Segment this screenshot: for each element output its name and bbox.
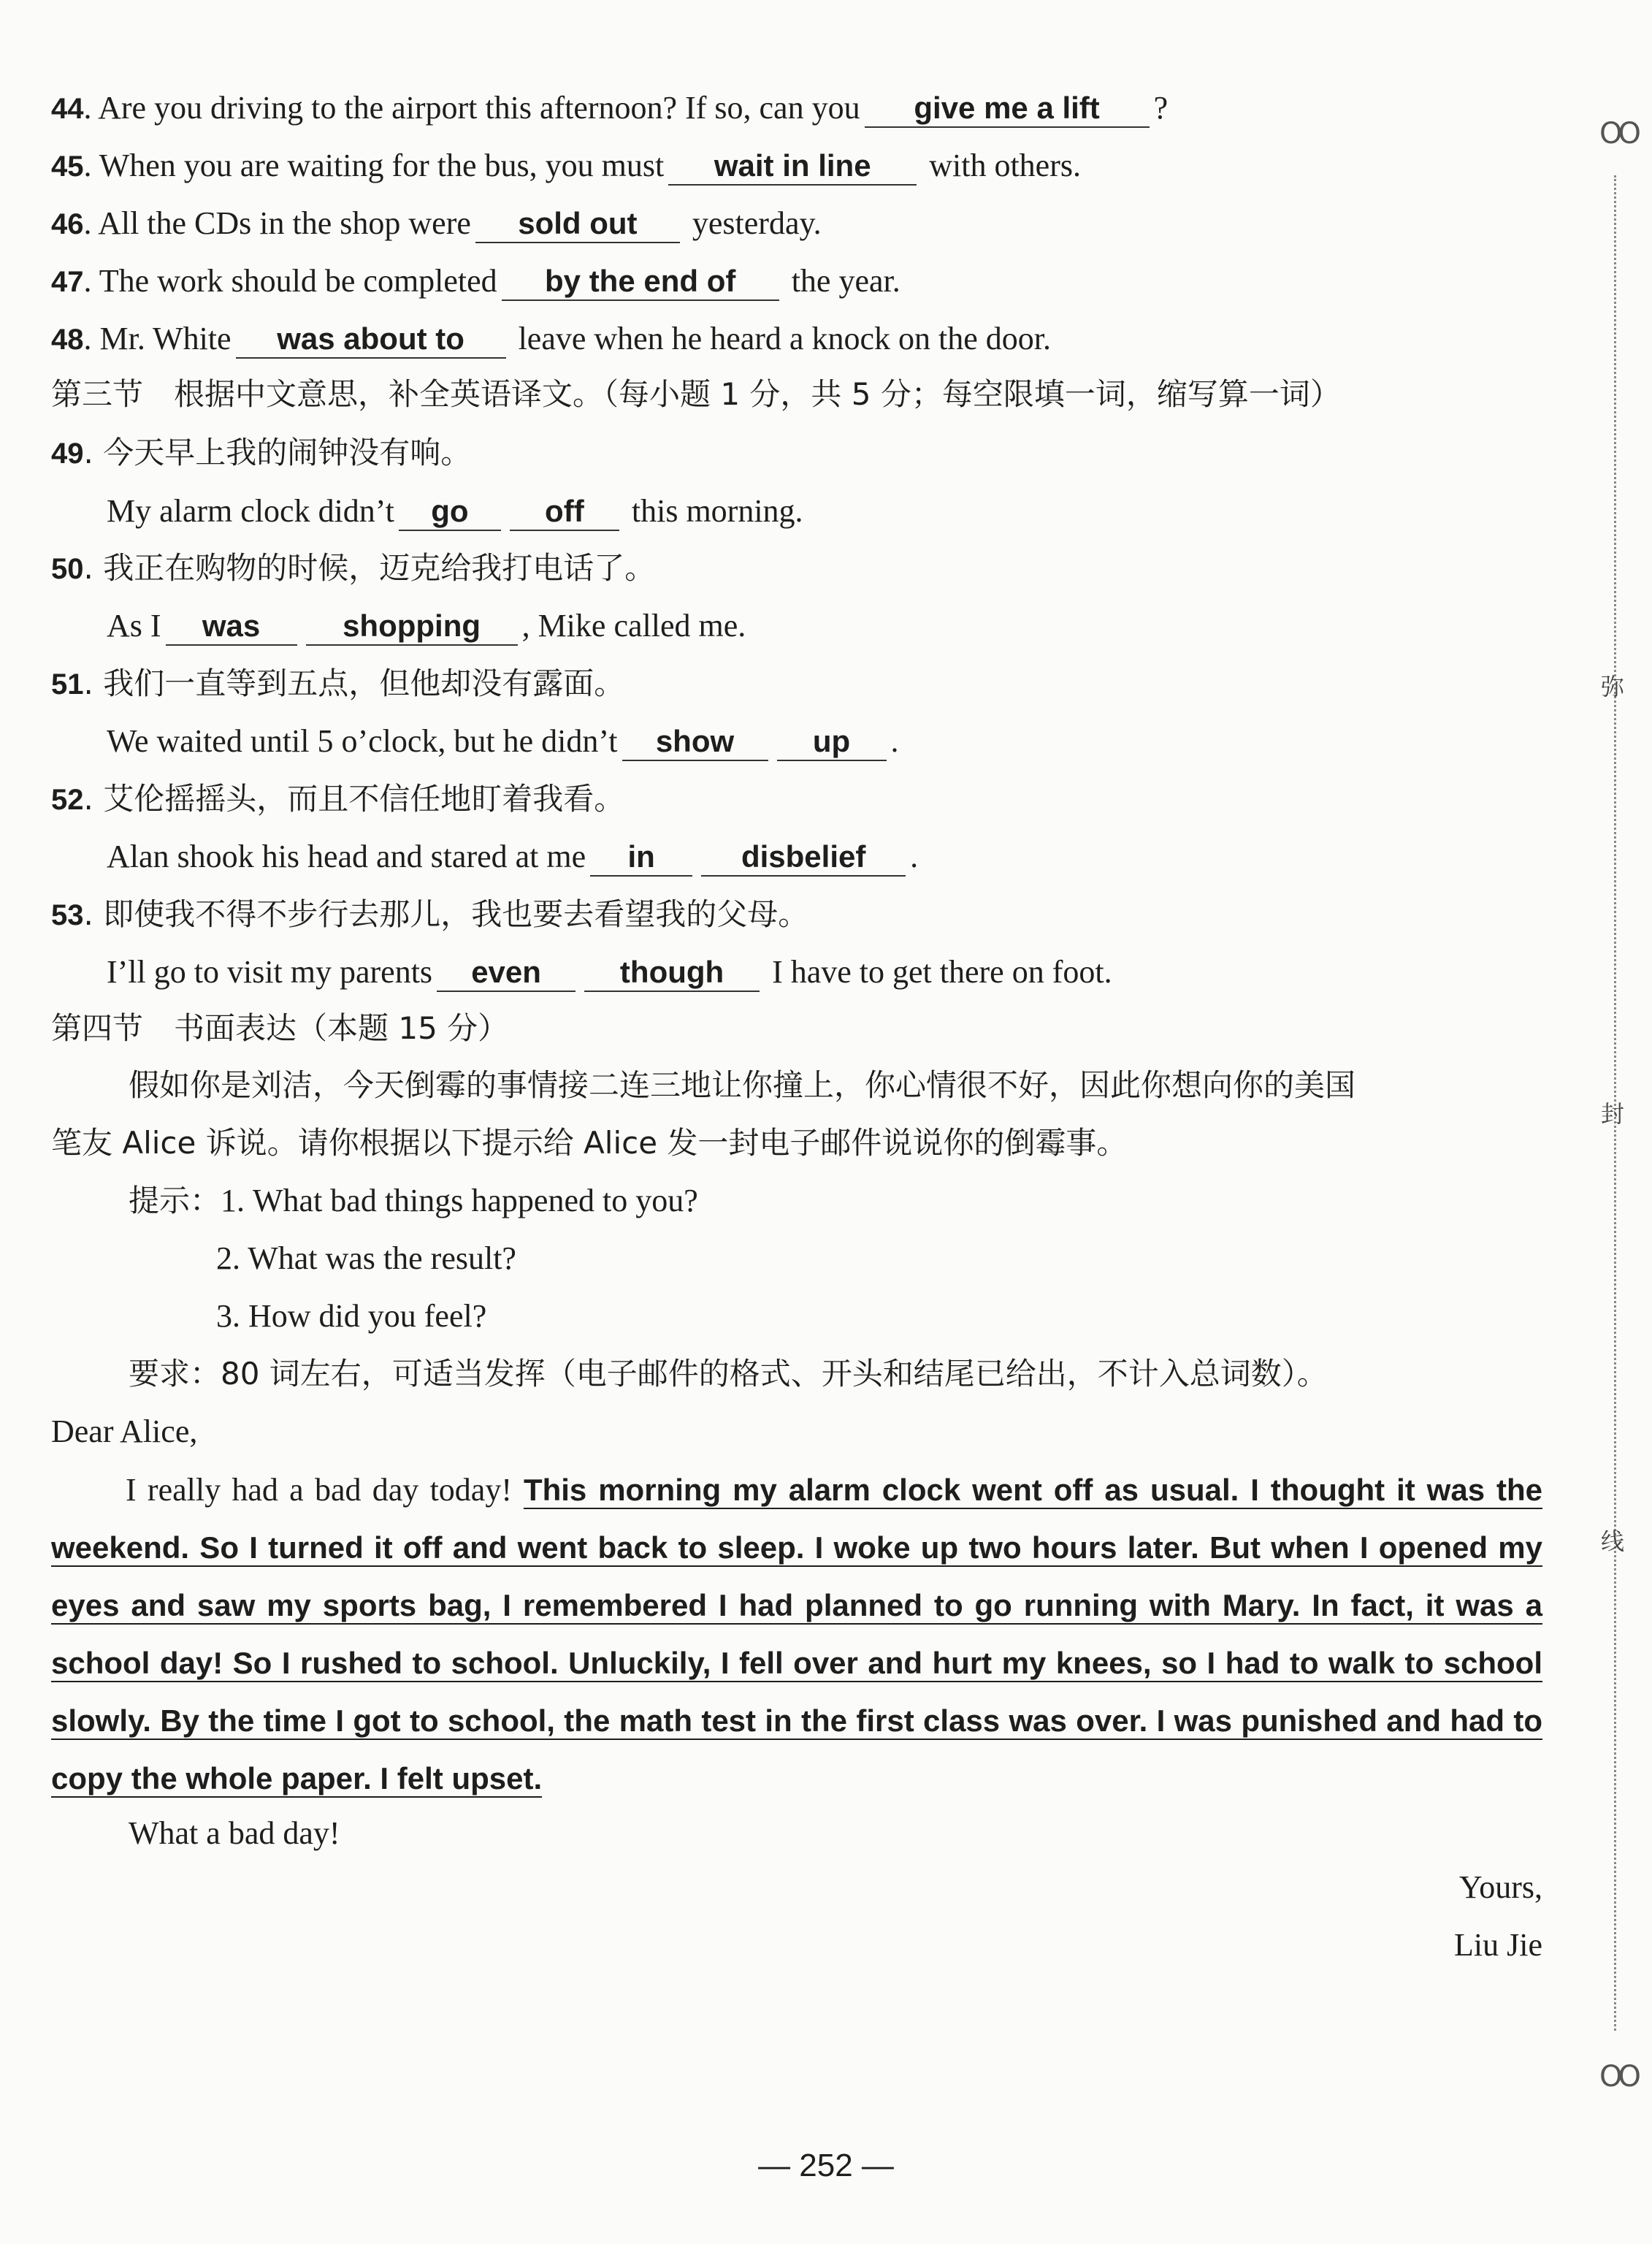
question-text-after: with others. bbox=[929, 148, 1081, 183]
writing-prompt-line-2: 笔友 Alice 诉说。请你根据以下提示给 Alice 发一封电子邮件说说你的倒霉事。 bbox=[51, 1125, 1128, 1161]
question-number: 44 bbox=[51, 93, 84, 125]
english-sentence-end: , Mike called me. bbox=[521, 608, 746, 644]
question-number: 47 bbox=[51, 266, 84, 298]
signature: Liu Jie bbox=[1454, 1927, 1542, 1963]
question-52-chinese bbox=[51, 777, 1548, 822]
question-text-after: the year. bbox=[791, 263, 900, 299]
question-number: 46 bbox=[51, 208, 84, 240]
question-number: 45 bbox=[51, 150, 84, 183]
answer-blank: by the end of bbox=[502, 263, 779, 301]
binding-circles-top: OO bbox=[1599, 117, 1637, 150]
answer-blank: show bbox=[622, 723, 768, 761]
english-sentence-end: . bbox=[910, 839, 919, 874]
question-text: . When you are waiting for the bus, you must bbox=[83, 148, 665, 183]
english-sentence: I’ll go to visit my parents bbox=[107, 954, 433, 990]
question-51-english bbox=[107, 720, 1604, 763]
answer-blank: off bbox=[510, 493, 619, 531]
question-53-chinese bbox=[51, 893, 1548, 937]
question-text-after: ? bbox=[1153, 90, 1169, 126]
binding-char-mi: 弥 bbox=[1601, 673, 1625, 701]
question-48 bbox=[51, 317, 1548, 362]
question-number: 52 bbox=[51, 784, 84, 816]
answer-blank: in bbox=[590, 839, 692, 877]
english-sentence-end: I have to get there on foot. bbox=[772, 954, 1112, 990]
answer-blank: up bbox=[777, 723, 887, 761]
hint-text: 1. What bad things happened to you? bbox=[221, 1183, 698, 1218]
hint-1 bbox=[129, 1179, 1626, 1223]
english-sentence: As I bbox=[107, 608, 161, 644]
question-45 bbox=[51, 144, 1548, 188]
page-number: — 252 — bbox=[758, 2148, 894, 2183]
binding-char-xian: 线 bbox=[1601, 1527, 1625, 1555]
answer-blank: sold out bbox=[475, 205, 680, 243]
essay-answer: This morning my alarm clock went off as usual. I thought it was the weekend. So I turned it off and went back to sleep. I woke up two hours later. But when I opened my eyes and saw my sports bag, I remembered I had planned to go running with Mary. In fact, it was a school day! So I rushed to school. Unluckily, I fell over and hurt my knees, so I had to walk to school slowly. By the time I got to school, the math test in the first class was over. I was punished and had to copy the whole paper. I felt upset. bbox=[51, 1473, 1543, 1795]
english-sentence: Alan shook his head and stared at me bbox=[107, 839, 586, 874]
signoff: Yours, bbox=[1458, 1869, 1542, 1905]
section-3-title: 第三节 根据中文意思，补全英语译文。（每小题 1 分，共 5 分；每空限填一词，缩写算一词） bbox=[51, 376, 1341, 412]
answer-blank: was bbox=[166, 608, 297, 646]
question-49-english bbox=[107, 489, 1604, 533]
answer-blank: go bbox=[399, 493, 501, 531]
section-4-title: 第四节 书面表达（本题 15 分） bbox=[51, 1010, 509, 1046]
question-47 bbox=[51, 259, 1548, 304]
question-52-english bbox=[107, 835, 1604, 879]
hint-2: 2. What was the result? bbox=[216, 1240, 516, 1276]
chinese-sentence: . 今天早上我的闹钟没有响。 bbox=[83, 435, 472, 470]
english-sentence: We waited until 5 o’clock, but he didn’t bbox=[107, 723, 618, 759]
question-46 bbox=[51, 202, 1548, 246]
question-number: 50 bbox=[51, 553, 84, 585]
answer-blank: disbelief bbox=[701, 839, 906, 877]
question-text: . The work should be completed bbox=[83, 263, 497, 299]
question-text-after: yesterday. bbox=[692, 205, 822, 241]
question-49-chinese bbox=[51, 431, 1548, 476]
question-44 bbox=[51, 86, 1548, 131]
question-53-english bbox=[107, 950, 1604, 994]
chinese-sentence: . 即使我不得不步行去那儿，我也要去看望我的父母。 bbox=[83, 896, 809, 932]
question-50-chinese bbox=[51, 546, 1548, 591]
writing-prompt-line-1: 假如你是刘洁，今天倒霉的事情接二连三地让你撞上，你心情很不好，因此你想向你的美国 bbox=[129, 1067, 1356, 1103]
answer-blank: though bbox=[584, 954, 760, 992]
english-sentence-end: . bbox=[890, 723, 899, 759]
essay-lead: I really had a bad day today! bbox=[126, 1472, 512, 1508]
chinese-sentence: . 我们一直等到五点，但他却没有露面。 bbox=[83, 665, 625, 701]
question-number: 48 bbox=[51, 324, 84, 356]
question-text: . Are you driving to the airport this afternoon? If so, can you bbox=[83, 90, 860, 126]
hint-3: 3. How did you feel? bbox=[216, 1298, 487, 1334]
answer-blank: even bbox=[437, 954, 575, 992]
english-sentence-end: this morning. bbox=[631, 493, 803, 529]
answer-blank: wait in line bbox=[668, 148, 917, 186]
question-text: . All the CDs in the shop were bbox=[83, 205, 471, 241]
answer-blank: shopping bbox=[306, 608, 518, 646]
english-sentence: My alarm clock didn’t bbox=[107, 493, 394, 529]
binding-char-feng: 封 bbox=[1601, 1100, 1625, 1128]
question-number: 51 bbox=[51, 668, 84, 701]
binding-circles-bottom: OO bbox=[1599, 2060, 1637, 2094]
essay-body bbox=[51, 1461, 1542, 1807]
essay-closing-line: What a bad day! bbox=[129, 1815, 340, 1851]
question-text: . Mr. White bbox=[83, 321, 232, 356]
question-number: 53 bbox=[51, 899, 84, 931]
question-50-english bbox=[107, 604, 1604, 648]
email-greeting: Dear Alice, bbox=[51, 1413, 198, 1449]
question-51-chinese bbox=[51, 662, 1548, 706]
question-number: 49 bbox=[51, 438, 84, 470]
writing-requirement: 要求：80 词左右，可适当发挥（电子邮件的格式、开头和结尾已给出，不计入总词数）。 bbox=[129, 1356, 1328, 1392]
chinese-sentence: . 艾伦摇摇头，而且不信任地盯着我看。 bbox=[83, 781, 625, 817]
question-text-after: leave when he heard a knock on the door. bbox=[518, 321, 1051, 356]
hint-label: 提示： bbox=[129, 1183, 221, 1218]
answer-blank: was about to bbox=[236, 321, 506, 359]
chinese-sentence: . 我正在购物的时候，迈克给我打电话了。 bbox=[83, 550, 656, 586]
answer-blank: give me a lift bbox=[865, 90, 1150, 128]
